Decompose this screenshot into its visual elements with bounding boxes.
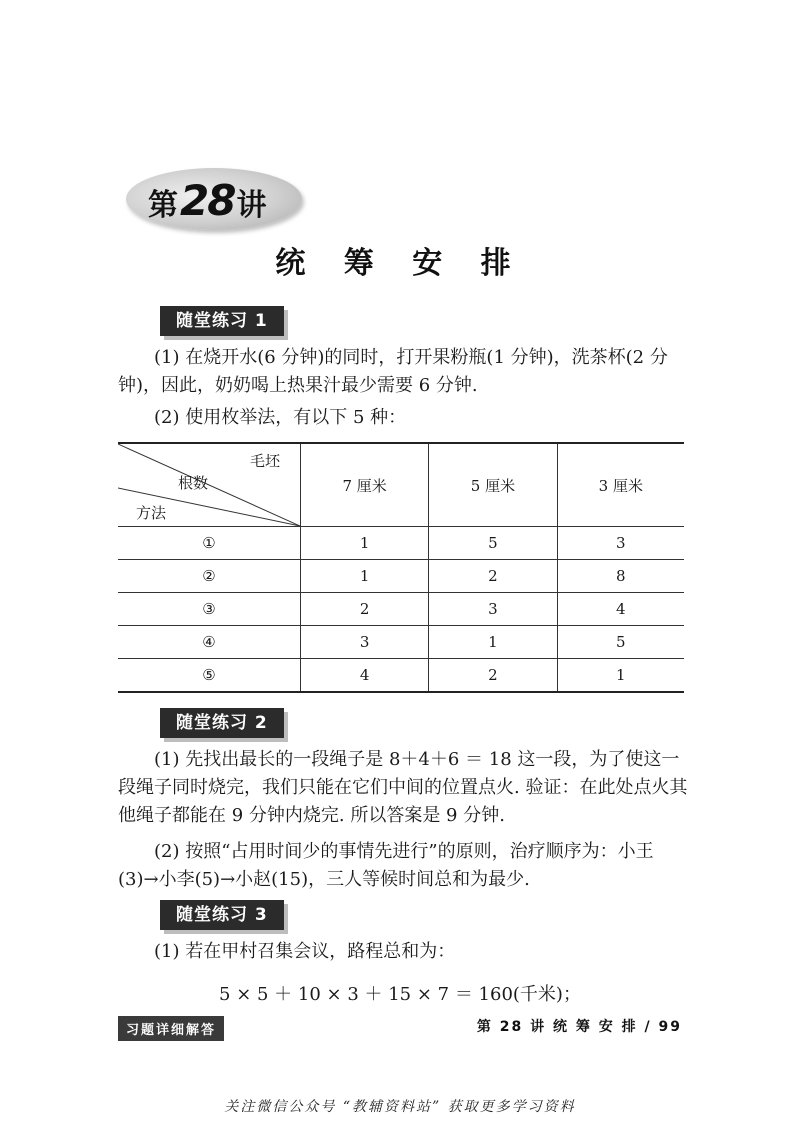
table-cell: 3 <box>301 626 429 659</box>
table-cell: 4 <box>301 659 429 693</box>
section-tag-2: 随堂练习 2 <box>160 708 284 738</box>
table-cell: 2 <box>429 560 557 593</box>
table-row <box>118 626 684 659</box>
table-row <box>118 659 684 693</box>
table-cell: 1 <box>301 527 429 560</box>
table-row <box>118 560 684 593</box>
table-cell: 5 <box>557 626 684 659</box>
table-cell: 1 <box>557 659 684 693</box>
lecture-prefix: 第 <box>148 188 178 223</box>
corner-label-bottom: 方法 <box>136 504 167 522</box>
table-cell: 3 <box>557 527 684 560</box>
lecture-suffix: 讲 <box>236 188 267 223</box>
section-1-paragraph-1: (1) 在烧开水(6 分钟)的同时，打开果粉瓶(1 分钟)，洗茶杯(2 分钟)，因此，奶奶喝上热果汁最少需要 6 分钟. <box>118 347 668 396</box>
table-row <box>118 527 684 560</box>
row-label: ① <box>118 527 301 560</box>
table-cell: 1 <box>301 560 429 593</box>
table-cell: 4 <box>557 593 684 626</box>
table-cell: 5 <box>429 527 557 560</box>
distance-formula: 5 × 5 ＋ 10 × 3 ＋ 15 × 7 ＝ 160(千米)； <box>219 984 581 1005</box>
corner-label-top: 毛坯 <box>250 452 281 470</box>
section-tag-1: 随堂练习 1 <box>160 306 284 336</box>
chapter-title: 统 筹 安 排 <box>275 246 525 281</box>
lecture-badge-text <box>148 176 266 225</box>
table-corner-cell <box>118 443 301 527</box>
row-label: ③ <box>118 593 301 626</box>
section-2-paragraph-1: (1) 先找出最长的一段绳子是 8＋4＋6 ＝ 18 这一段，为了使这一段绳子同时烧完，我们只能在它们中间的位置点火. 验证：在此处点火其他绳子都能在 9 分钟内烧完. 所以答案是 9 分钟. <box>118 749 688 826</box>
section-3-paragraph-1: (1) 若在甲村召集会议，路程总和为： <box>154 941 456 962</box>
lecture-number: 28 <box>180 176 235 225</box>
section-tag-3: 随堂练习 3 <box>160 900 284 930</box>
row-label: ④ <box>118 626 301 659</box>
row-label: ② <box>118 560 301 593</box>
table-row <box>118 593 684 626</box>
watermark-text: 关注微信公众号 “教辅资料站” 获取更多学习资料 <box>224 1099 576 1115</box>
diagonal-header <box>118 444 300 526</box>
table-header-row <box>118 443 684 527</box>
section-2-paragraph-2: (2) 按照“占用时间少的事情先进行”的原则，治疗顺序为：小王(3)→小李(5)→小赵(15)，三人等候时间总和为最少. <box>118 841 654 890</box>
section-1-paragraph-2: (2) 使用枚举法，有以下 5 种： <box>154 407 407 428</box>
column-header: 7 厘米 <box>301 443 429 527</box>
row-label: ⑤ <box>118 659 301 693</box>
column-header: 3 厘米 <box>557 443 684 527</box>
footer-book-label: 习题详细解答 <box>118 1016 224 1041</box>
lecture-badge <box>126 168 302 230</box>
cutting-methods-table <box>118 442 684 693</box>
column-header: 5 厘米 <box>429 443 557 527</box>
table-cell: 2 <box>301 593 429 626</box>
table-cell: 8 <box>557 560 684 593</box>
footer-page-info: 第 28 讲 统 筹 安 排 / 99 <box>476 1019 682 1035</box>
corner-label-middle: 根数 <box>178 474 209 492</box>
table-cell: 3 <box>429 593 557 626</box>
table-cell: 1 <box>429 626 557 659</box>
table-cell: 2 <box>429 659 557 693</box>
